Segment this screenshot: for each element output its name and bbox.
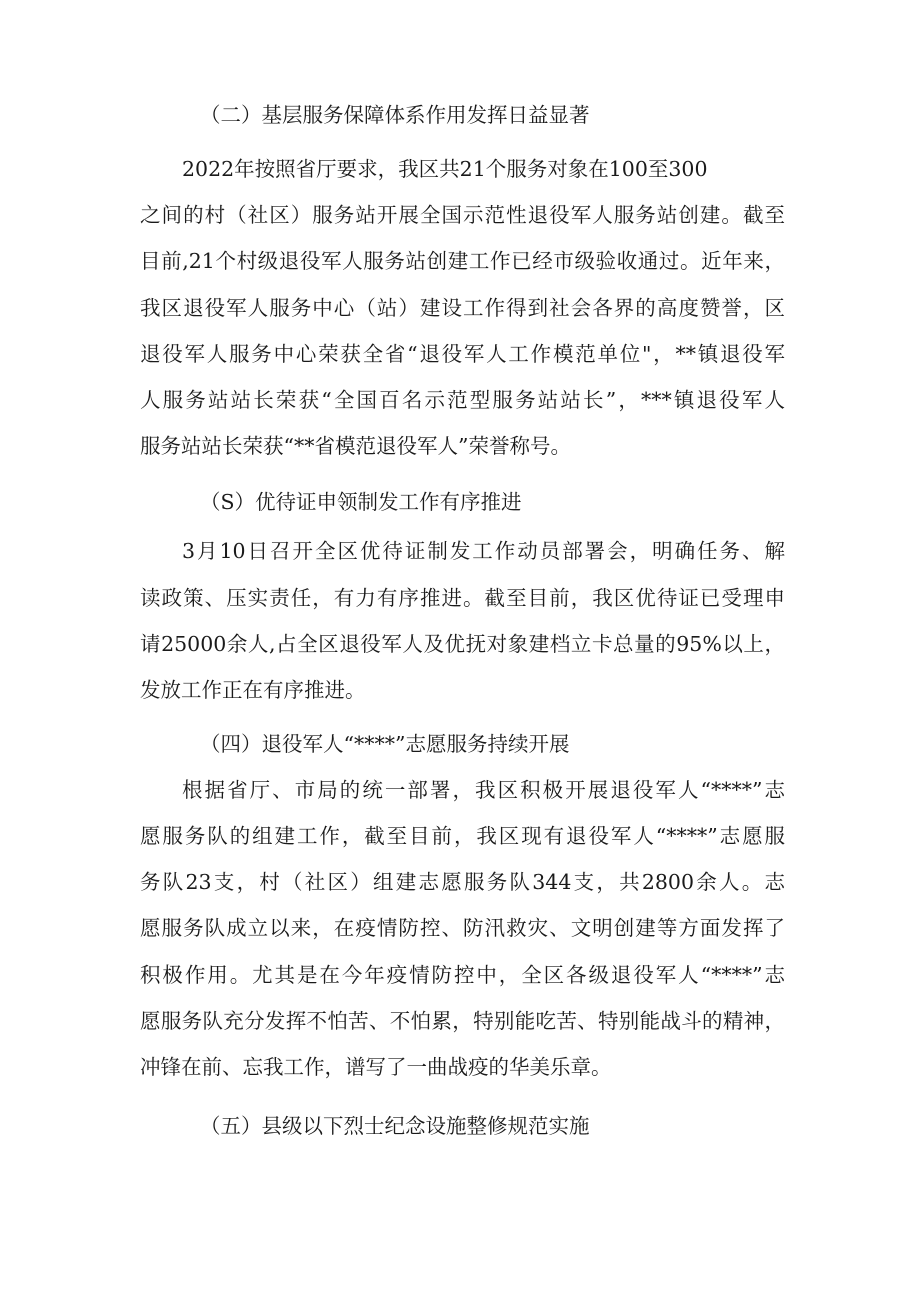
paragraph-line: 我区退役军人服务中心（站）建设工作得到社会各界的高度赞誉，区 [140, 296, 785, 320]
paragraph-line: 目前,21个村级退役军人服务站创建工作已经市级验收通过。近年来， [140, 249, 785, 273]
paragraph-line: 请25000余人,占全区退役军人及优抚对象建档立卡总量的95%以上， [140, 632, 785, 656]
section-heading-5: （五）县级以下烈士纪念设施整修规范实施 [200, 1114, 590, 1138]
section-heading-3: （S）优待证申领制发工作有序推进 [200, 490, 522, 514]
paragraph-line: 之间的村（社区）服务站开展全国示范性退役军人服务站创建。截至 [140, 203, 785, 227]
paragraph-line: 愿服务队的组建工作，截至目前，我区现有退役军人“****”志愿服 [140, 824, 785, 848]
section-heading-4: （四）退役军人“****”志愿服务持续开展 [200, 732, 570, 756]
paragraph-line: 积极作用。尤其是在今年疫情防控中，全区各级退役军人“****”志 [140, 963, 785, 987]
paragraph-line: 根据省厅、市局的统一部署，我区积极开展退役军人“****”志 [182, 778, 785, 802]
paragraph-line: 愿服务队充分发挥不怕苦、不怕累，特别能吃苦、特别能战斗的精神， [140, 1009, 785, 1033]
paragraph-line: 冲锋在前、忘我工作，谱写了一曲战疫的华美乐章。 [140, 1055, 612, 1079]
paragraph-line: 务队23支，村（社区）组建志愿服务队344支，共2800余人。志 [140, 870, 785, 894]
paragraph-line: 发放工作正在有序推进。 [140, 678, 366, 702]
section-heading-2: （二）基层服务保障体系作用发挥日益显著 [200, 103, 590, 127]
paragraph-line: 2022年按照省厅要求，我区共21个服务对象在100至300 [182, 157, 708, 181]
paragraph-line: 服务站站长荣获“**省模范退役军人”荣誉称号。 [140, 434, 571, 458]
paragraph-line: 退役军人服务中心荣获全省“退役军人工作模范单位"，**镇退役军 [140, 342, 785, 366]
paragraph-line: 人服务站站长荣获“全国百名示范型服务站站长”，***镇退役军人 [140, 388, 785, 412]
paragraph-line: 3月10日召开全区优待证制发工作动员部署会，明确任务、解 [182, 539, 785, 563]
paragraph-line: 愿服务队成立以来，在疫情防控、防汛救灾、文明创建等方面发挥了 [140, 916, 785, 940]
paragraph-line: 读政策、压实责任，有力有序推进。截至目前，我区优待证已受理申 [140, 586, 785, 610]
